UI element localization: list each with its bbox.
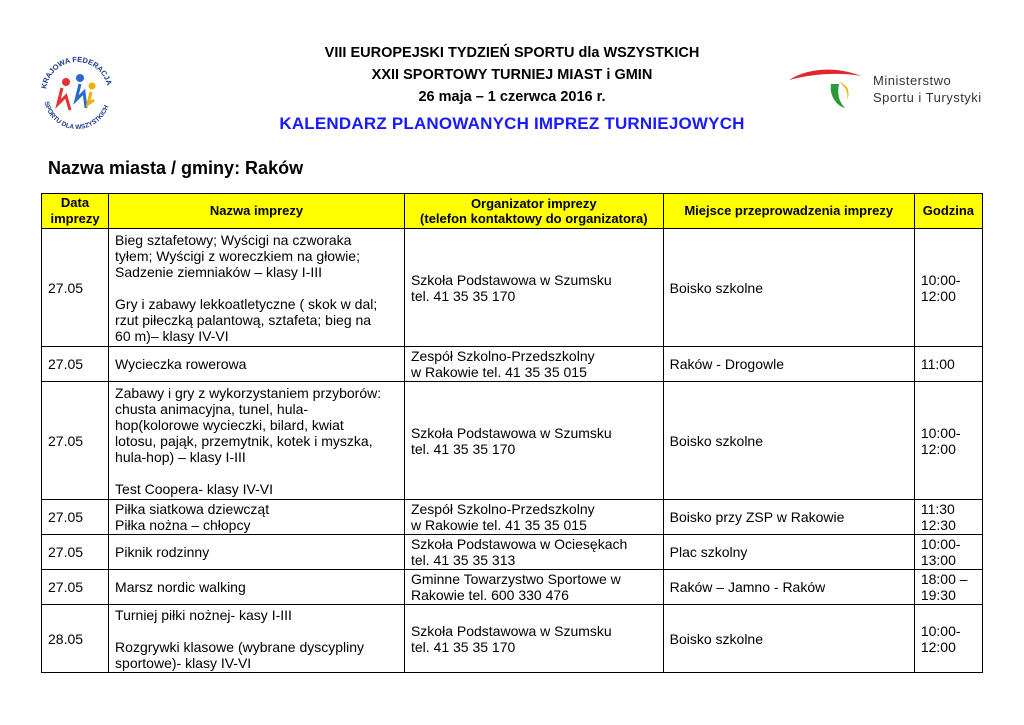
- cell-organizer: Szkoła Podstawowa w Szumsku tel. 41 35 35 170: [404, 382, 663, 500]
- ministerstwo-line-2: Sportu i Turystyki: [873, 90, 982, 105]
- cell-date: 27.05: [42, 535, 109, 570]
- document-title: KALENDARZ PLANOWANYCH IMPREZ TURNIEJOWYCH: [279, 114, 745, 133]
- cell-date: 28.05: [42, 605, 109, 673]
- cell-time: 10:00- 12:00: [914, 605, 982, 673]
- cell-name: Bieg sztafetowy; Wyścigi na czworaka tyłem; Wyścigi z woreczkiem na głowie; Sadzenie ziemniaków – klasy I-III Gry i zabawy lekkoatletyczne ( skok w dal; rzut piłeczką palantową, sztafeta; bieg na 60 m)– klasy IV-VI: [109, 229, 405, 347]
- cell-name: Zabawy i gry z wykorzystaniem przyborów: chusta animacyjna, tunel, hula- hop(kolorowe wycieczki, bilard, kwiat lotosu, pająk, przemytnik, kotek i myszka, hula-hop) – klasy I-III Test Coopera- klasy IV-VI: [109, 382, 405, 500]
- cell-organizer: Szkoła Podstawowa w Szumsku tel. 41 35 35 170: [404, 605, 663, 673]
- table-row: [42, 605, 983, 673]
- ministerstwo-line-1: Ministerstwo: [873, 73, 952, 88]
- cell-organizer: Szkoła Podstawowa w Ociesękach tel. 41 35 35 313: [404, 535, 663, 570]
- cell-name: Piłka siatkowa dziewcząt Piłka nożna – chłopcy: [109, 500, 405, 535]
- cell-place: Raków - Drogowle: [663, 347, 914, 382]
- col-header-name: Nazwa imprezy: [109, 194, 405, 229]
- header-dates: 26 maja – 1 czerwca 2016 r.: [418, 89, 606, 105]
- cell-place: Boisko szkolne: [663, 382, 914, 500]
- header-line-2: XXII SPORTOWY TURNIEJ MIAST i GMIN: [371, 67, 653, 83]
- table-row: [42, 500, 983, 535]
- cell-place: Plac szkolny: [663, 535, 914, 570]
- events-table: [41, 193, 983, 673]
- cell-time: 18:00 – 19:30: [914, 570, 982, 605]
- cell-date: 27.05: [42, 570, 109, 605]
- col-header-organizer: [404, 194, 663, 229]
- cell-time: 10:00- 12:00: [914, 382, 982, 500]
- cell-time: 10:00- 13:00: [914, 535, 982, 570]
- cell-organizer: Zespół Szkolno-Przedszkolny w Rakowie tel. 41 35 35 015: [404, 347, 663, 382]
- city-label: Nazwa miasta / gminy: Raków: [48, 158, 304, 178]
- table-header-row: [42, 194, 983, 229]
- col-header-date: Data imprezy: [42, 194, 109, 229]
- cell-date: 27.05: [42, 500, 109, 535]
- ministerstwo-swoosh-icon: [787, 62, 867, 112]
- cell-organizer: Gminne Towarzystwo Sportowe w Rakowie tel. 600 330 476: [404, 570, 663, 605]
- ministerstwo-logo: [787, 62, 987, 112]
- col-header-organizer-sub: (telefon kontaktowy do organizatora): [420, 211, 648, 226]
- cell-name: Turniej piłki nożnej- kasy I-III Rozgrywki klasowe (wybrane dyscypliny sportowe)- klasy IV-VI: [109, 605, 405, 673]
- table-row: [42, 535, 983, 570]
- cell-time: 11:30 12:30: [914, 500, 982, 535]
- cell-time: 10:00- 12:00: [914, 229, 982, 347]
- svg-text:SPORTU DLA WSZYSTKICH: SPORTU DLA WSZYSTKICH: [42, 100, 111, 132]
- cell-place: Boisko przy ZSP w Rakowie: [663, 500, 914, 535]
- cell-place: Raków – Jamno - Raków: [663, 570, 914, 605]
- col-header-place: Miejsce przeprowadzenia imprezy: [663, 194, 914, 229]
- header-line-1: VIII EUROPEJSKI TYDZIEŃ SPORTU dla WSZYSTKICH: [324, 45, 700, 61]
- svg-text:KRAJOWA FEDERACJA: KRAJOWA FEDERACJA: [39, 54, 114, 90]
- cell-date: 27.05: [42, 347, 109, 382]
- table-row: [42, 347, 983, 382]
- cell-time: 11:00: [914, 347, 982, 382]
- cell-organizer: Zespół Szkolno-Przedszkolny w Rakowie tel. 41 35 35 015: [404, 500, 663, 535]
- cell-organizer: Szkoła Podstawowa w Szumsku tel. 41 35 35 170: [404, 229, 663, 347]
- cell-name: Piknik rodzinny: [109, 535, 405, 570]
- col-header-time: Godzina: [914, 194, 982, 229]
- cell-place: Boisko szkolne: [663, 229, 914, 347]
- table-row: [42, 229, 983, 347]
- cell-place: Boisko szkolne: [663, 605, 914, 673]
- table-row: [42, 382, 983, 500]
- cell-name: Marsz nordic walking: [109, 570, 405, 605]
- table-row: [42, 570, 983, 605]
- col-header-organizer-title: Organizator imprezy: [470, 196, 597, 211]
- cell-date: 27.05: [42, 229, 109, 347]
- cell-name: Wycieczka rowerowa: [109, 347, 405, 382]
- cell-date: 27.05: [42, 382, 109, 500]
